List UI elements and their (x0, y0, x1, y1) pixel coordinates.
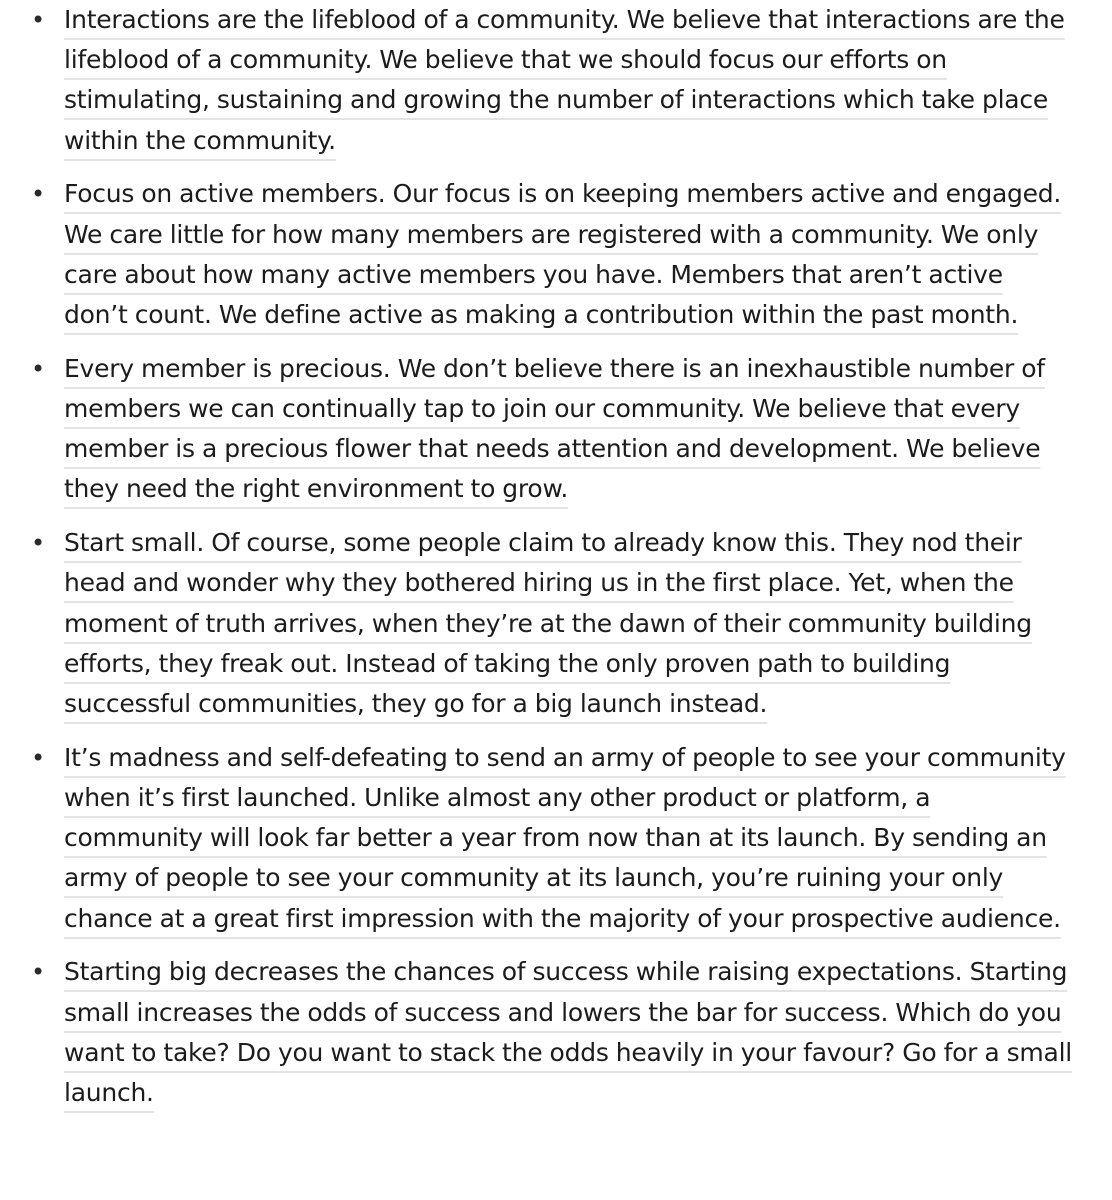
list-item (0, 349, 1112, 510)
list-item-text: It’s madness and self-defeating to send an army of people to see your community when it’s first launched. Unlike almost any other product or platform, a community will look far better a year from now than at its launch. By sending an army of people to see your community at its launch, you’re ruining your only chance at a great first impression with the majority of your prospective audience. (64, 742, 1066, 933)
list-item (0, 0, 1112, 161)
bullet-icon: • (31, 180, 45, 209)
list-item (0, 738, 1112, 939)
bullet-icon: • (31, 743, 45, 772)
list-item-text: Starting big decreases the chances of success while raising expectations. Starting small increases the odds of success and lowers the bar for success. Which do you want to take? Do you want to stack the odds heavily in your favour? Go for a small launch. (64, 957, 1072, 1108)
bullet-icon: • (31, 6, 45, 34)
list-item-text: Focus on active members. Our focus is on keeping members active and engaged. We care little for how many members are registered with a community. We only care about how many active members you have. Members that aren’t active don’t count. We define active as making a contribution within the past month. (64, 179, 1062, 330)
list-item (0, 952, 1112, 1113)
bullet-icon: • (31, 958, 45, 987)
list-item (0, 174, 1112, 335)
bullet-icon: • (31, 354, 45, 383)
bullet-icon: • (31, 529, 45, 558)
list-item-text: Every member is precious. We don’t believe there is an inexhaustible number of members we can continually tap to join our community. We believe that every member is a precious flower that needs attention and development. We believe they need the right environment to grow. (64, 353, 1045, 504)
list-item-text: Interactions are the lifeblood of a community. We believe that interactions are the lifeblood of a community. We believe that we should focus our efforts on stimulating, sustaining and growing the number of interactions which take place within the community. (64, 5, 1065, 155)
list-item-text: Start small. Of course, some people claim to already know this. They nod their head and wonder why they bothered hiring us in the first place. Yet, when the moment of truth arrives, when they’re at the dawn of their community building efforts, they freak out. Instead of taking the only proven path to building successful communities, they go for a big launch instead. (64, 528, 1032, 719)
list-item (0, 523, 1112, 724)
